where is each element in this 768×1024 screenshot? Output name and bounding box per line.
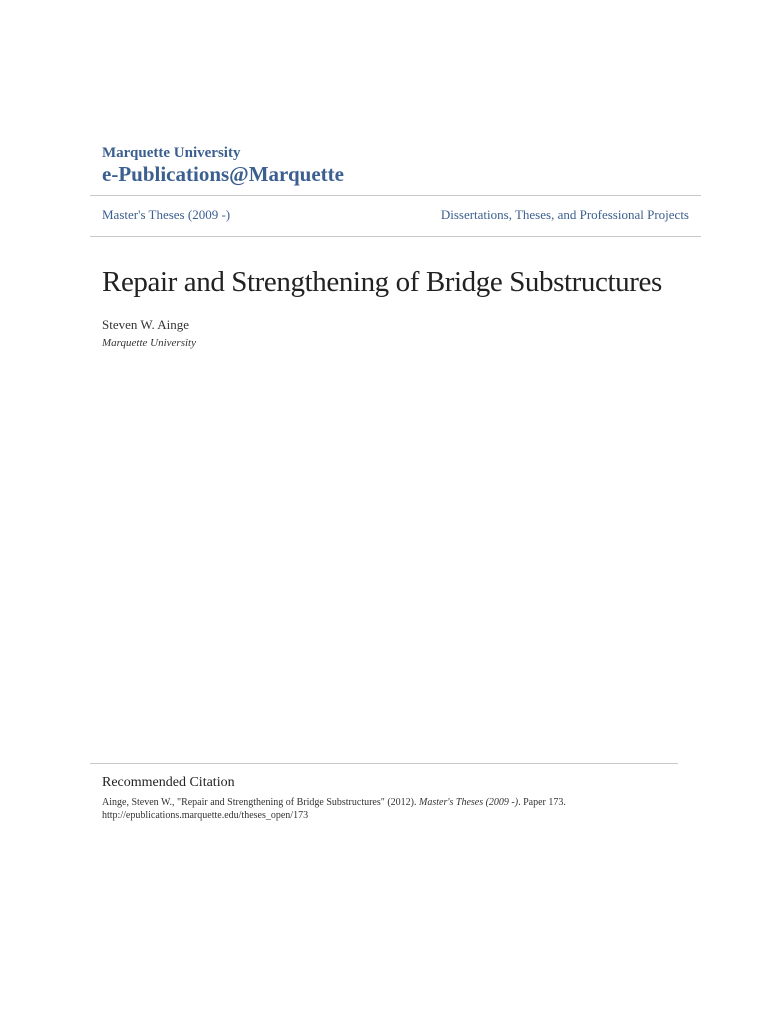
citation-text: [102, 796, 566, 809]
paper-title: Repair and Strengthening of Bridge Substructures: [102, 266, 662, 298]
university-name[interactable]: Marquette University: [102, 145, 241, 161]
citation-text-before: Ainge, Steven W., "Repair and Strengthening of Bridge Substructures" (2012).: [102, 797, 420, 808]
collection-link[interactable]: Dissertations, Theses, and Professional Projects: [440, 207, 689, 222]
citation-divider: [90, 763, 678, 764]
citation-text-after: . Paper 173.: [518, 797, 566, 808]
citation-series: Master's Theses (2009 -): [419, 797, 519, 808]
citation-heading: Recommended Citation: [102, 775, 235, 790]
repository-name[interactable]: e-Publications@Marquette: [102, 162, 344, 186]
series-link[interactable]: Master's Theses (2009 -): [102, 207, 231, 222]
repository-header: [102, 144, 344, 186]
top-divider: [90, 195, 701, 196]
citation-url[interactable]: http://epublications.marquette.edu/theses_open/173: [102, 810, 309, 821]
author-affiliation: Marquette University: [102, 337, 196, 349]
author-name[interactable]: Steven W. Ainge: [102, 317, 190, 332]
nav-divider: [90, 236, 701, 237]
